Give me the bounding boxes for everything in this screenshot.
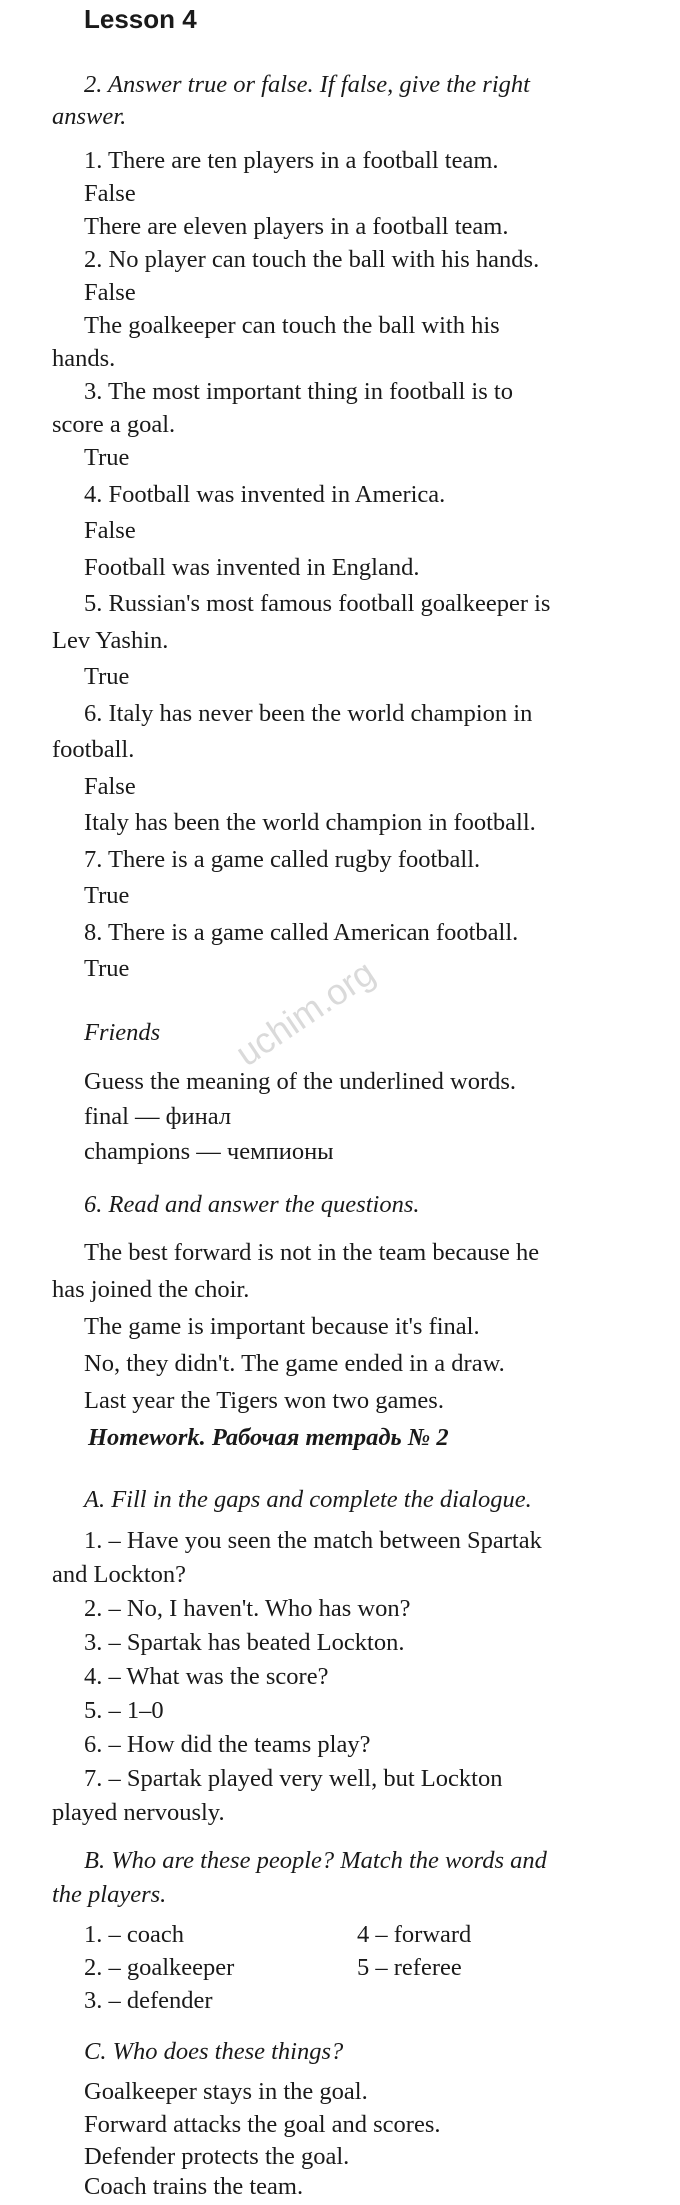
answer-line: 3. The most important thing in football is to [84, 378, 513, 405]
dialogue-line: 3. – Spartak has beated Lockton. [84, 1629, 405, 1656]
answer-line: True [84, 955, 130, 982]
answer-line: Last year the Tigers won two games. [84, 1387, 444, 1414]
dialogue-line: 2. – No, I haven't. Who has won? [84, 1595, 411, 1622]
answer-line: 7. There is a game called rugby football. [84, 846, 481, 873]
dialogue-line: 6. – How did the teams play? [84, 1731, 371, 1758]
answer-line: The goalkeeper can touch the ball with his [84, 312, 500, 339]
exercise-heading: answer. [52, 103, 127, 130]
answer-line: champions — чемпионы [84, 1138, 334, 1165]
answer-line: football. [52, 736, 135, 763]
answer-line: False [84, 517, 136, 544]
answer-line: Football was invented in England. [84, 554, 420, 581]
dialogue-line: 5. – 1–0 [84, 1697, 164, 1724]
answer-line: Coach trains the team. [84, 2173, 304, 2200]
exercise-heading: the players. [52, 1881, 167, 1908]
answer-line: 1. There are ten players in a football team. [84, 147, 499, 174]
answer-line: The game is important because it's final. [84, 1313, 480, 1340]
answer-line: 6. Italy has never been the world champion in [84, 700, 533, 727]
watermark: uchim.org [228, 951, 382, 1074]
dialogue-line: 4. – What was the score? [84, 1663, 329, 1690]
exercise-heading: C. Who does these things? [84, 2038, 344, 2065]
match-item: 2. – goalkeeper [84, 1954, 235, 1981]
page-title: Lesson 4 [84, 4, 197, 34]
match-item: 3. – defender [84, 1987, 213, 2014]
exercise-heading: B. Who are these people? Match the words and [84, 1847, 547, 1874]
dialogue-line: 7. – Spartak played very well, but Lockton [84, 1765, 503, 1792]
dialogue-line: and Lockton? [52, 1561, 187, 1588]
answer-line: False [84, 279, 136, 306]
answer-line: Italy has been the world champion in football. [84, 809, 536, 836]
exercise-heading: A. Fill in the gaps and complete the dialogue. [84, 1486, 532, 1513]
answer-line: False [84, 773, 136, 800]
answer-line: Forward attacks the goal and scores. [84, 2111, 441, 2138]
homework-heading: Homework. Рабочая тетрадь № 2 [88, 1424, 449, 1451]
answer-line: The best forward is not in the team because he [84, 1239, 540, 1266]
answer-line: 2. No player can touch the ball with his hands. [84, 246, 540, 273]
dialogue-line: 1. – Have you seen the match between Spartak [84, 1527, 542, 1554]
answer-line: Guess the meaning of the underlined words. [84, 1068, 517, 1095]
answer-line: 8. There is a game called American football. [84, 919, 519, 946]
section-heading: Friends [84, 1019, 161, 1046]
answer-line: 4. Football was invented in America. [84, 481, 446, 508]
answer-line: final — финал [84, 1103, 232, 1130]
match-item: 4 – forward [357, 1921, 472, 1948]
answer-line: 5. Russian's most famous football goalkeeper is [84, 590, 551, 617]
match-item: 1. – coach [84, 1921, 184, 1948]
answer-line: Defender protects the goal. [84, 2143, 350, 2170]
answer-line: Goalkeeper stays in the goal. [84, 2078, 368, 2105]
answer-line: False [84, 180, 136, 207]
answer-line: True [84, 663, 130, 690]
answer-line: score a goal. [52, 411, 176, 438]
dialogue-line: played nervously. [52, 1799, 225, 1826]
answer-line: has joined the choir. [52, 1276, 250, 1303]
exercise-heading: 6. Read and answer the questions. [84, 1191, 420, 1218]
answer-line: Lev Yashin. [52, 627, 169, 654]
answer-line: hands. [52, 345, 116, 372]
answer-line: No, they didn't. The game ended in a draw. [84, 1350, 505, 1377]
answer-line: True [84, 882, 130, 909]
match-item: 5 – referee [357, 1954, 462, 1981]
exercise-heading: 2. Answer true or false. If false, give the right [84, 71, 530, 98]
answer-line: There are eleven players in a football team. [84, 213, 509, 240]
answer-line: True [84, 444, 130, 471]
